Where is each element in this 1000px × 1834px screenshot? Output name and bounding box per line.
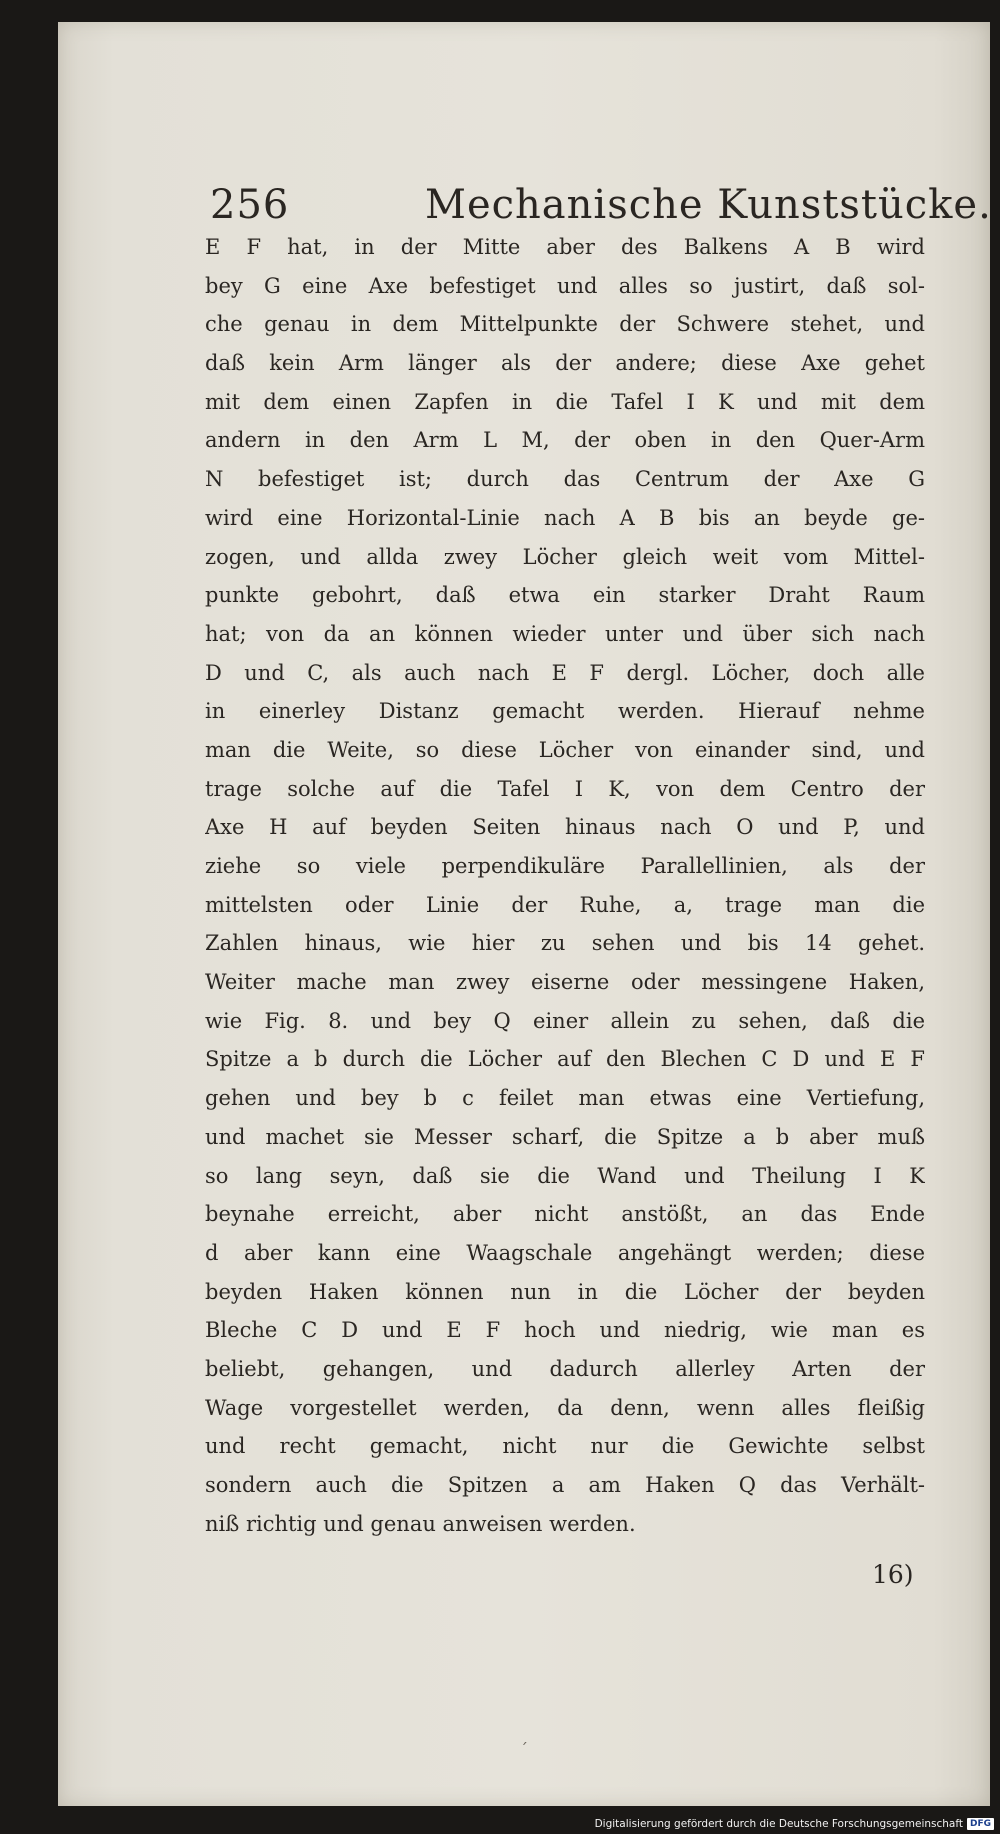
text-line: sondern auch die Spitzen a am Haken Q das Verhält- <box>205 1473 925 1497</box>
text-line: d aber kann eine Waagschale angehängt werden; diese <box>205 1240 925 1265</box>
text-line: so lang seyn, daß sie die Wand und Theilung I K <box>205 1163 925 1188</box>
text-line: che genau in dem Mittelpunkte der Schwere stehet, und <box>205 312 925 337</box>
running-head: Mechanische Kunststücke. <box>425 182 992 228</box>
text-line: beyden Haken können nun in die Löcher der beyden <box>205 1279 925 1304</box>
text-line: beynahe erreicht, aber nicht anstößt, an das Ende <box>205 1202 925 1227</box>
text-line: mittelsten oder Linie der Ruhe, a, trage man die <box>205 892 925 917</box>
text-line: andern in den Arm L M, der oben in den Quer-Arm <box>205 428 925 453</box>
digitization-credit <box>595 1818 994 1830</box>
text-line: in einerley Distanz gemacht werden. Hierauf nehme <box>205 699 925 724</box>
text-line: ziehe so viele perpendikuläre Parallellinien, als der <box>205 854 925 878</box>
text-line: N befestiget ist; durch das Centrum der Axe G <box>205 467 925 492</box>
text-line: punkte gebohrt, daß etwa ein starker Draht Raum <box>205 583 925 608</box>
text-line: zogen, und allda zwey Löcher gleich weit vom Mittel- <box>205 544 925 569</box>
text-line: Bleche C D und E F hoch und niedrig, wie man es <box>205 1318 925 1343</box>
page-number: 256 <box>210 182 290 228</box>
text-line: und machet sie Messer scharf, die Spitze a b aber muß <box>205 1124 925 1149</box>
text-line: wird eine Horizontal-Linie nach A B bis an beyde ge- <box>205 505 925 530</box>
text-line: Spitze a b durch die Löcher auf den Blechen C D und E F <box>205 1047 925 1072</box>
text-line: bey G eine Axe befestiget und alles so justirt, daß sol- <box>205 273 925 298</box>
text-line: wie Fig. 8. und bey Q einer allein zu sehen, daß die <box>205 1008 925 1033</box>
text-line: beliebt, gehangen, und dadurch allerley Arten der <box>205 1356 925 1381</box>
text-line: hat; von da an können wieder unter und über sich nach <box>205 621 925 646</box>
text-line: Axe H auf beyden Seiten hinaus nach O und P, und <box>205 815 925 840</box>
text-line: und recht gemacht, nicht nur die Gewichte selbst <box>205 1434 925 1459</box>
text-line: man die Weite, so diese Löcher von einander sind, und <box>205 737 925 762</box>
credit-text: Digitalisierung gefördert durch die Deutsche Forschungsgemeinschaft <box>594 1818 963 1830</box>
page-mark: ˊ <box>520 1740 528 1759</box>
text-line: Wage vorgestellet werden, da denn, wenn alles fleißig <box>205 1395 925 1420</box>
text-line: trage solche auf die Tafel I K, von dem Centro der <box>205 776 925 801</box>
text-line: daß kein Arm länger als der andere; diese Axe gehet <box>205 351 925 376</box>
text-line: Weiter mache man zwey eiserne oder messingene Haken, <box>205 970 925 995</box>
dfg-logo: DFG <box>967 1818 994 1830</box>
text-line: E F hat, in der Mitte aber des Balkens A B wird <box>205 235 925 259</box>
text-line: mit dem einen Zapfen in die Tafel I K und mit dem <box>205 389 925 414</box>
text-line: D und C, als auch nach E F dergl. Löcher, doch alle <box>205 660 925 685</box>
catchword: 16) <box>872 1560 914 1589</box>
body-text <box>205 228 925 1543</box>
text-line: gehen und bey b c feilet man etwas eine Vertiefung, <box>205 1086 925 1111</box>
text-line: Zahlen hinaus, wie hier zu sehen und bis 14 gehet. <box>205 931 925 956</box>
text-line: niß richtig und genau anweisen werden. <box>205 1511 636 1536</box>
